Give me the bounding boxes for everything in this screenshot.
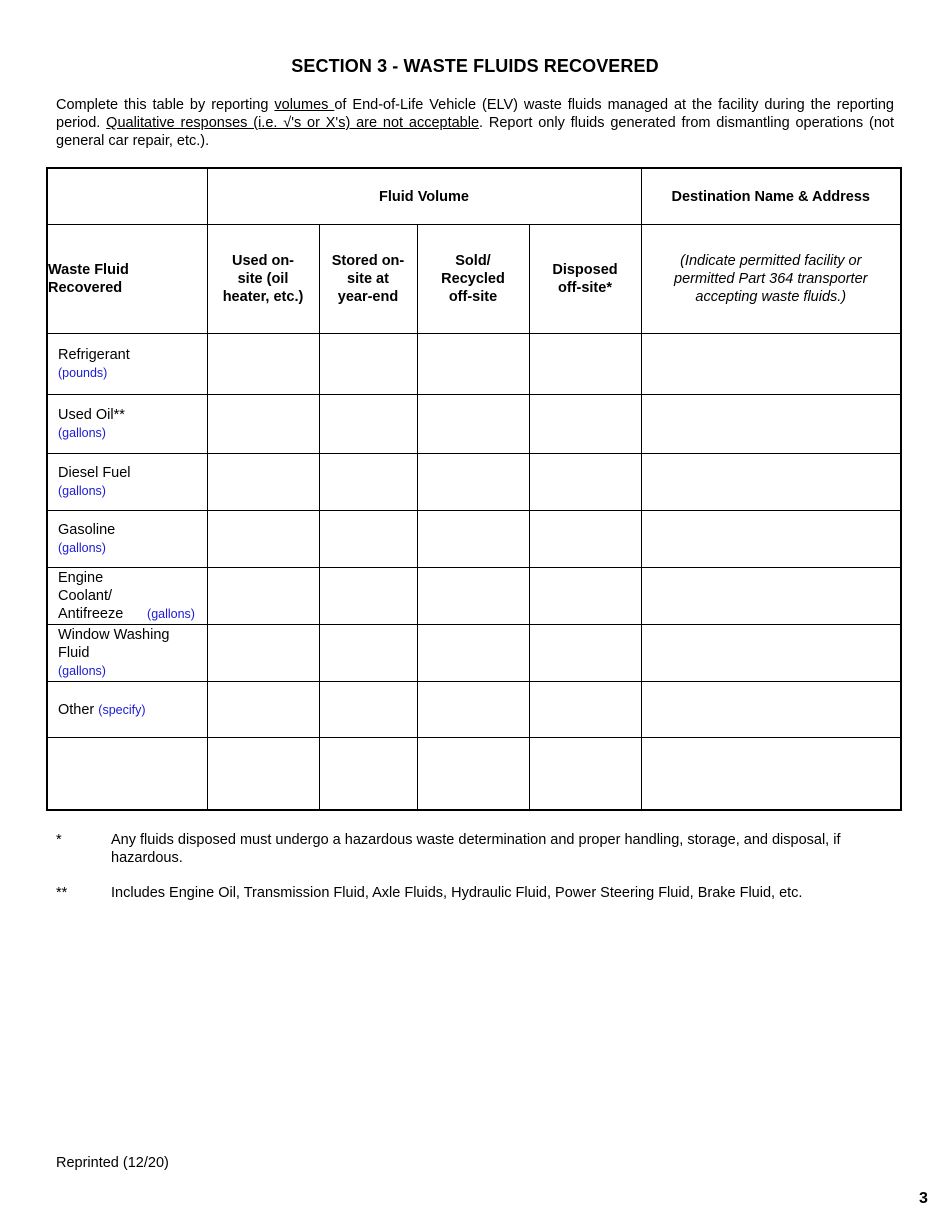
- destination-cell[interactable]: [641, 738, 901, 811]
- destination-cell[interactable]: [641, 334, 901, 395]
- sold-cell[interactable]: [417, 395, 529, 454]
- disposed-cell[interactable]: [529, 682, 641, 738]
- stored-cell[interactable]: [319, 568, 417, 625]
- instructions-underline-qualitative: Qualitative responses (i.e. √'s or X's) are not acceptable: [106, 115, 480, 131]
- fluid-name: Window Washing Fluid: [58, 627, 170, 661]
- row-label: [47, 682, 207, 738]
- disposed-column-header: Disposed off-site*: [529, 225, 641, 334]
- fluid-unit: (gallons): [58, 664, 106, 678]
- fluid-unit: (gallons): [58, 426, 106, 440]
- sold-cell[interactable]: [417, 625, 529, 682]
- used-onsite-cell[interactable]: [207, 511, 319, 568]
- destination-cell[interactable]: [641, 454, 901, 511]
- fluid-unit: (gallons): [147, 607, 195, 621]
- fluid-name: Diesel Fuel: [58, 465, 131, 481]
- fluid-name: Gasoline: [58, 522, 116, 538]
- used-onsite-column-header: Used on-site (oil heater, etc.): [207, 225, 319, 334]
- destination-note-header: (Indicate permitted facility or permitted Part 364 transporter accepting waste fluids.): [641, 225, 901, 334]
- instructions-paragraph: [56, 96, 894, 150]
- footnote-mark: *: [56, 832, 62, 848]
- stored-cell[interactable]: [319, 334, 417, 395]
- row-label: [47, 395, 207, 454]
- table-row: [47, 682, 901, 738]
- disposed-cell[interactable]: [529, 454, 641, 511]
- page-number: 3: [919, 1190, 928, 1207]
- destination-cell[interactable]: [641, 682, 901, 738]
- stored-cell[interactable]: [319, 454, 417, 511]
- stored-column-header: Stored on-site at year-end: [319, 225, 417, 334]
- fluid-name: Engine Coolant/ Antifreeze: [58, 570, 124, 622]
- disposed-cell[interactable]: [529, 395, 641, 454]
- destination-cell[interactable]: [641, 395, 901, 454]
- used-onsite-cell[interactable]: [207, 395, 319, 454]
- row-label: [47, 568, 207, 625]
- disposed-cell[interactable]: [529, 738, 641, 811]
- destination-header: Destination Name & Address: [641, 168, 901, 225]
- row-label: [47, 511, 207, 568]
- destination-cell[interactable]: [641, 511, 901, 568]
- table-row: [47, 511, 901, 568]
- section-title: SECTION 3 - WASTE FLUIDS RECOVERED: [291, 56, 659, 76]
- instructions-text-3: . Report only fluids generated from dismantling operations (not general car repair, etc.).: [56, 115, 894, 149]
- waste-fluids-table: [46, 167, 902, 811]
- table-row: [47, 334, 901, 395]
- footnote-text: Includes Engine Oil, Transmission Fluid, Axle Fluids, Hydraulic Fluid, Power Steering Fluid, Brake Fluid, etc.: [111, 885, 803, 901]
- stored-cell[interactable]: [319, 395, 417, 454]
- fluid-unit: (gallons): [58, 541, 106, 555]
- corner-cell: [47, 168, 207, 225]
- fluid-name: Other: [58, 701, 95, 718]
- stored-cell[interactable]: [319, 682, 417, 738]
- sold-cell[interactable]: [417, 454, 529, 511]
- sold-cell[interactable]: [417, 334, 529, 395]
- row-label: [47, 334, 207, 395]
- instructions-text-2: of End-of-Life Vehicle (ELV) waste fluids managed at the facility during the reporting period.: [56, 97, 894, 131]
- other-name-cell[interactable]: [47, 738, 207, 811]
- row-label: [47, 454, 207, 511]
- used-onsite-cell[interactable]: [207, 625, 319, 682]
- sold-cell[interactable]: [417, 511, 529, 568]
- fluid-name: Refrigerant: [58, 347, 130, 363]
- sold-column-header: Sold/ Recycled off-site: [417, 225, 529, 334]
- sold-cell[interactable]: [417, 682, 529, 738]
- stored-cell[interactable]: [319, 738, 417, 811]
- waste-fluid-column-header: Waste Fluid Recovered: [47, 225, 207, 334]
- disposed-cell[interactable]: [529, 334, 641, 395]
- disposed-cell[interactable]: [529, 568, 641, 625]
- table-row: [47, 625, 901, 682]
- footnote-mark: **: [56, 885, 68, 901]
- instructions-text-1: Complete this table by reporting: [56, 97, 275, 113]
- footnote-text: Any fluids disposed must undergo a hazardous waste determination and proper handling, storage, and disposal, if hazardous.: [111, 832, 841, 866]
- destination-cell[interactable]: [641, 568, 901, 625]
- disposed-cell[interactable]: [529, 625, 641, 682]
- table-row: [47, 568, 901, 625]
- table-row-blank: [47, 738, 901, 811]
- instructions-underline-volumes: volumes: [274, 97, 335, 113]
- sold-cell[interactable]: [417, 738, 529, 811]
- destination-cell[interactable]: [641, 625, 901, 682]
- stored-cell[interactable]: [319, 625, 417, 682]
- row-label: [47, 625, 207, 682]
- used-onsite-cell[interactable]: [207, 682, 319, 738]
- used-onsite-cell[interactable]: [207, 454, 319, 511]
- fluid-unit: (gallons): [58, 484, 106, 498]
- stored-cell[interactable]: [319, 511, 417, 568]
- fluid-unit: (pounds): [58, 366, 108, 380]
- footnote-used-oil: [56, 884, 876, 904]
- used-onsite-cell[interactable]: [207, 334, 319, 395]
- fluid-unit: (specify): [98, 702, 146, 717]
- fluid-name: Used Oil**: [58, 407, 125, 423]
- sold-cell[interactable]: [417, 568, 529, 625]
- used-onsite-cell[interactable]: [207, 738, 319, 811]
- fluid-volume-header: Fluid Volume: [207, 168, 641, 225]
- footnote-disposed: [56, 831, 876, 871]
- used-onsite-cell[interactable]: [207, 568, 319, 625]
- table-row: [47, 454, 901, 511]
- reprint-date: Reprinted (12/20): [56, 1155, 169, 1171]
- table-row: [47, 395, 901, 454]
- disposed-cell[interactable]: [529, 511, 641, 568]
